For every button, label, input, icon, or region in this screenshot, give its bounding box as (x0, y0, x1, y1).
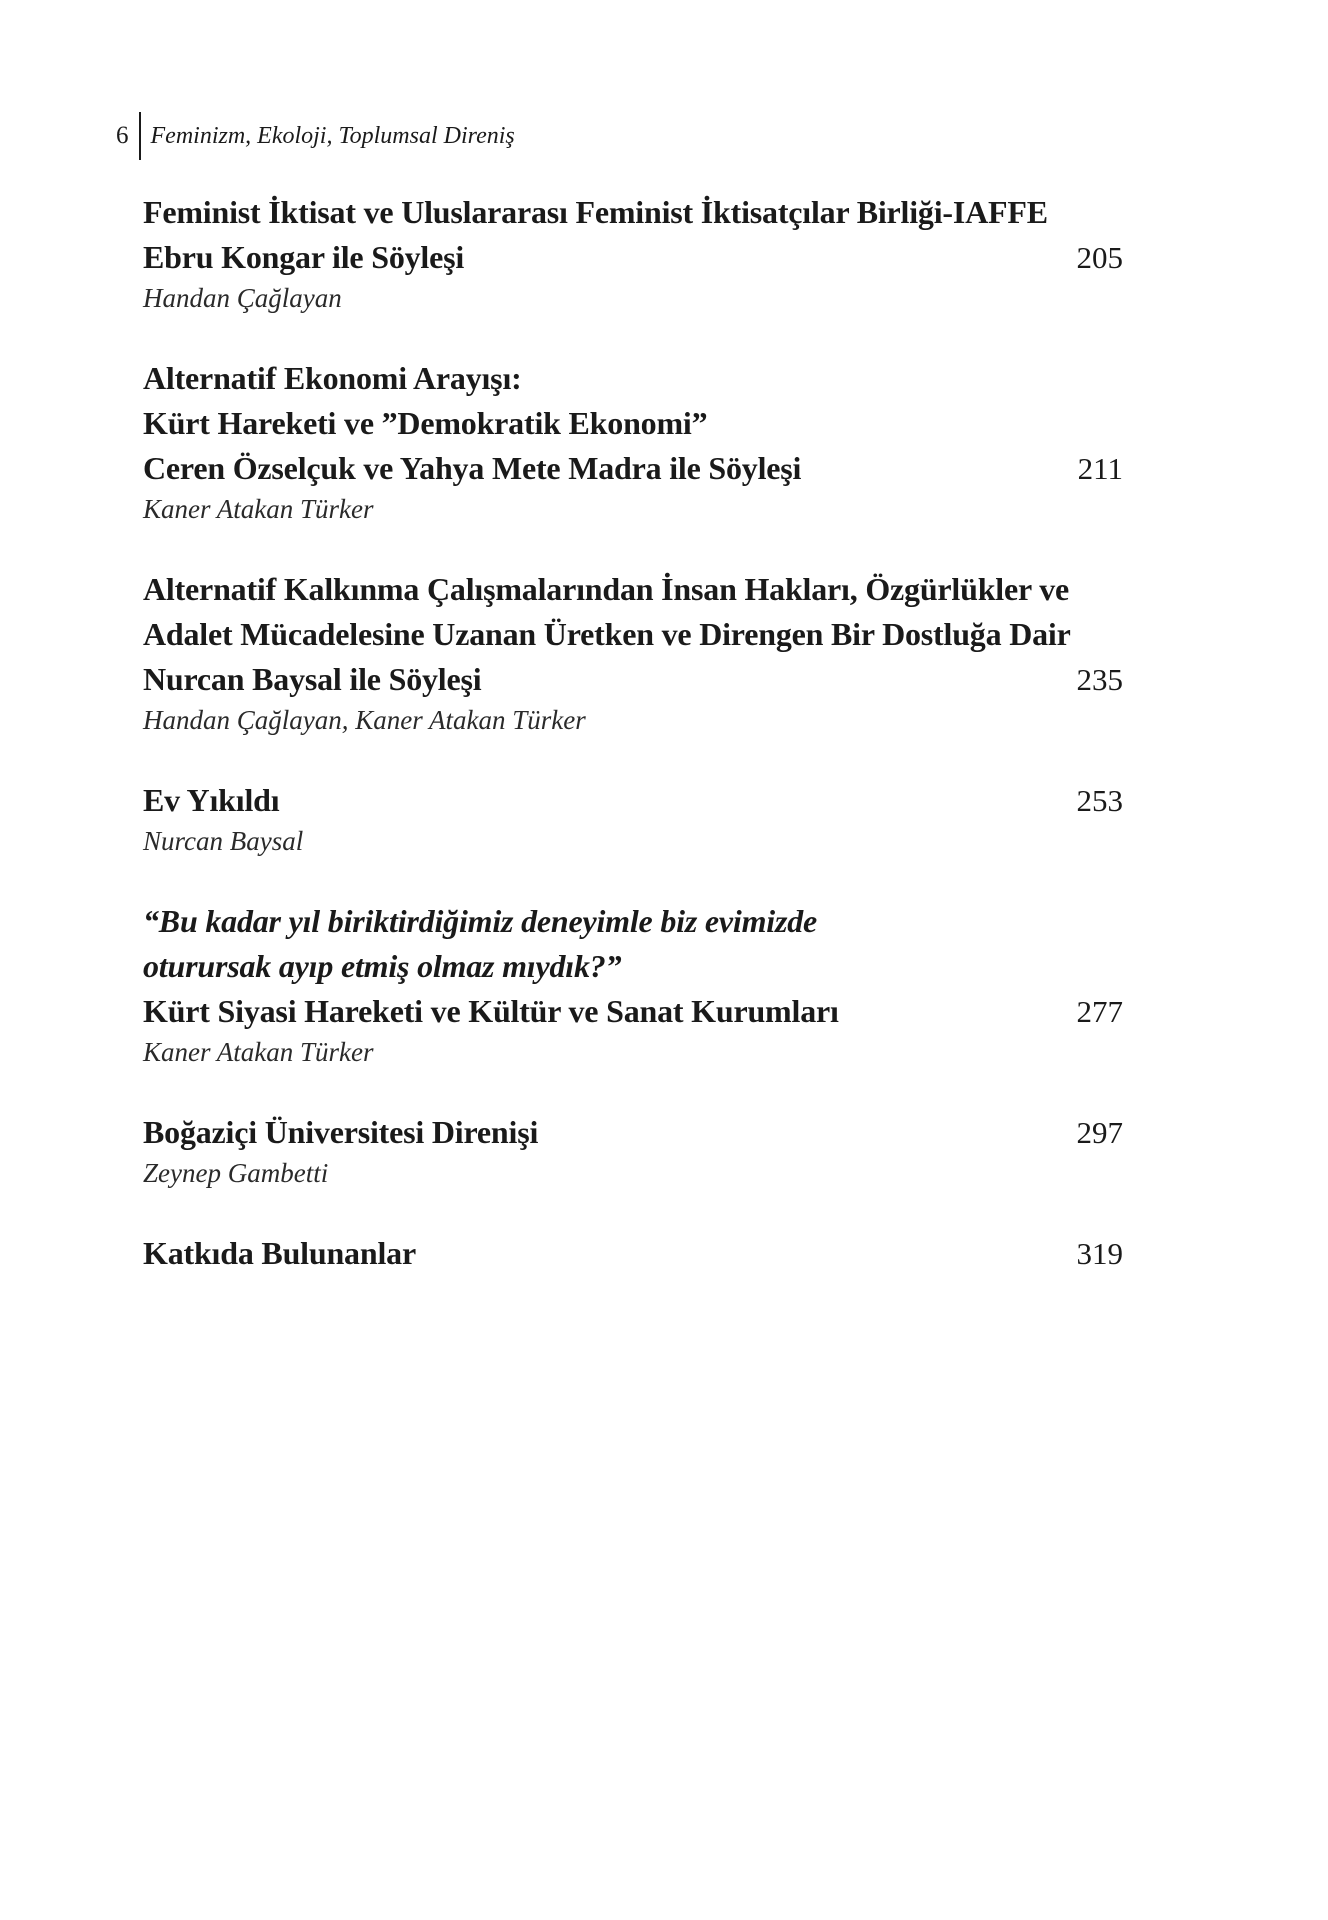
entry-title-line: Alternatif Kalkınma Çalışmalarından İnsan Hakları, Özgürlükler ve (143, 571, 1070, 607)
entry-page-number: 297 (1076, 1115, 1123, 1150)
entry-title-line: Ebru Kongar ile Söyleşi (143, 239, 465, 275)
entry-title-line: Nurcan Baysal ile Söyleşi (143, 661, 482, 697)
entry-page-number: 211 (1077, 451, 1123, 486)
entry-author: Kaner Atakan Türker (143, 1037, 374, 1067)
entry-page-number: 253 (1076, 783, 1123, 818)
page-number: 6 (116, 122, 129, 149)
entry-page-number: 319 (1076, 1236, 1123, 1271)
entry-page-number: 205 (1076, 240, 1123, 275)
entry-title-line: Kürt Siyasi Hareketi ve Kültür ve Sanat Kurumları (143, 993, 839, 1029)
entry-title-line: Katkıda Bulunanlar (143, 1235, 416, 1271)
entry-author: Handan Çağlayan (143, 283, 342, 313)
entry-author: Zeynep Gambetti (143, 1158, 329, 1188)
entry-author: Kaner Atakan Türker (143, 494, 374, 524)
entry-title-line: Boğaziçi Üniversitesi Direnişi (143, 1114, 539, 1150)
toc-entry[interactable] (143, 899, 1123, 1070)
toc-entry[interactable] (143, 1110, 1123, 1191)
entry-title-line: Feminist İktisat ve Uluslararası Feminist İktisatçılar Birliği-IAFFE (143, 194, 1048, 230)
entry-title-line: Kürt Hareketi ve ”Demokratik Ekonomi” (143, 405, 708, 441)
toc-entry[interactable] (143, 1231, 1123, 1276)
entry-page-number: 277 (1076, 994, 1123, 1029)
running-title: Feminizm, Ekoloji, Toplumsal Direniş (150, 122, 515, 149)
table-of-contents (143, 190, 1123, 1316)
entry-title-line: oturursak ayıp etmiş olmaz mıydık?” (143, 948, 622, 984)
entry-title-line: “Bu kadar yıl biriktirdiğimiz deneyimle biz evimizde (143, 903, 818, 939)
entry-author: Handan Çağlayan, Kaner Atakan Türker (143, 705, 586, 735)
header-divider (139, 112, 141, 160)
entry-title-line: Ceren Özselçuk ve Yahya Mete Madra ile Söyleşi (143, 450, 802, 486)
running-head (116, 112, 515, 160)
entry-title-line: Alternatif Ekonomi Arayışı: (143, 360, 522, 396)
toc-entry[interactable] (143, 567, 1123, 738)
entry-author: Nurcan Baysal (143, 826, 304, 856)
toc-entry[interactable] (143, 190, 1123, 316)
entry-page-number: 235 (1076, 662, 1123, 697)
entry-title-line: Ev Yıkıldı (143, 782, 280, 818)
entry-title-line: Adalet Mücadelesine Uzanan Üretken ve Direngen Bir Dostluğa Dair (143, 616, 1071, 652)
toc-entry[interactable] (143, 778, 1123, 859)
toc-entry[interactable] (143, 356, 1123, 527)
